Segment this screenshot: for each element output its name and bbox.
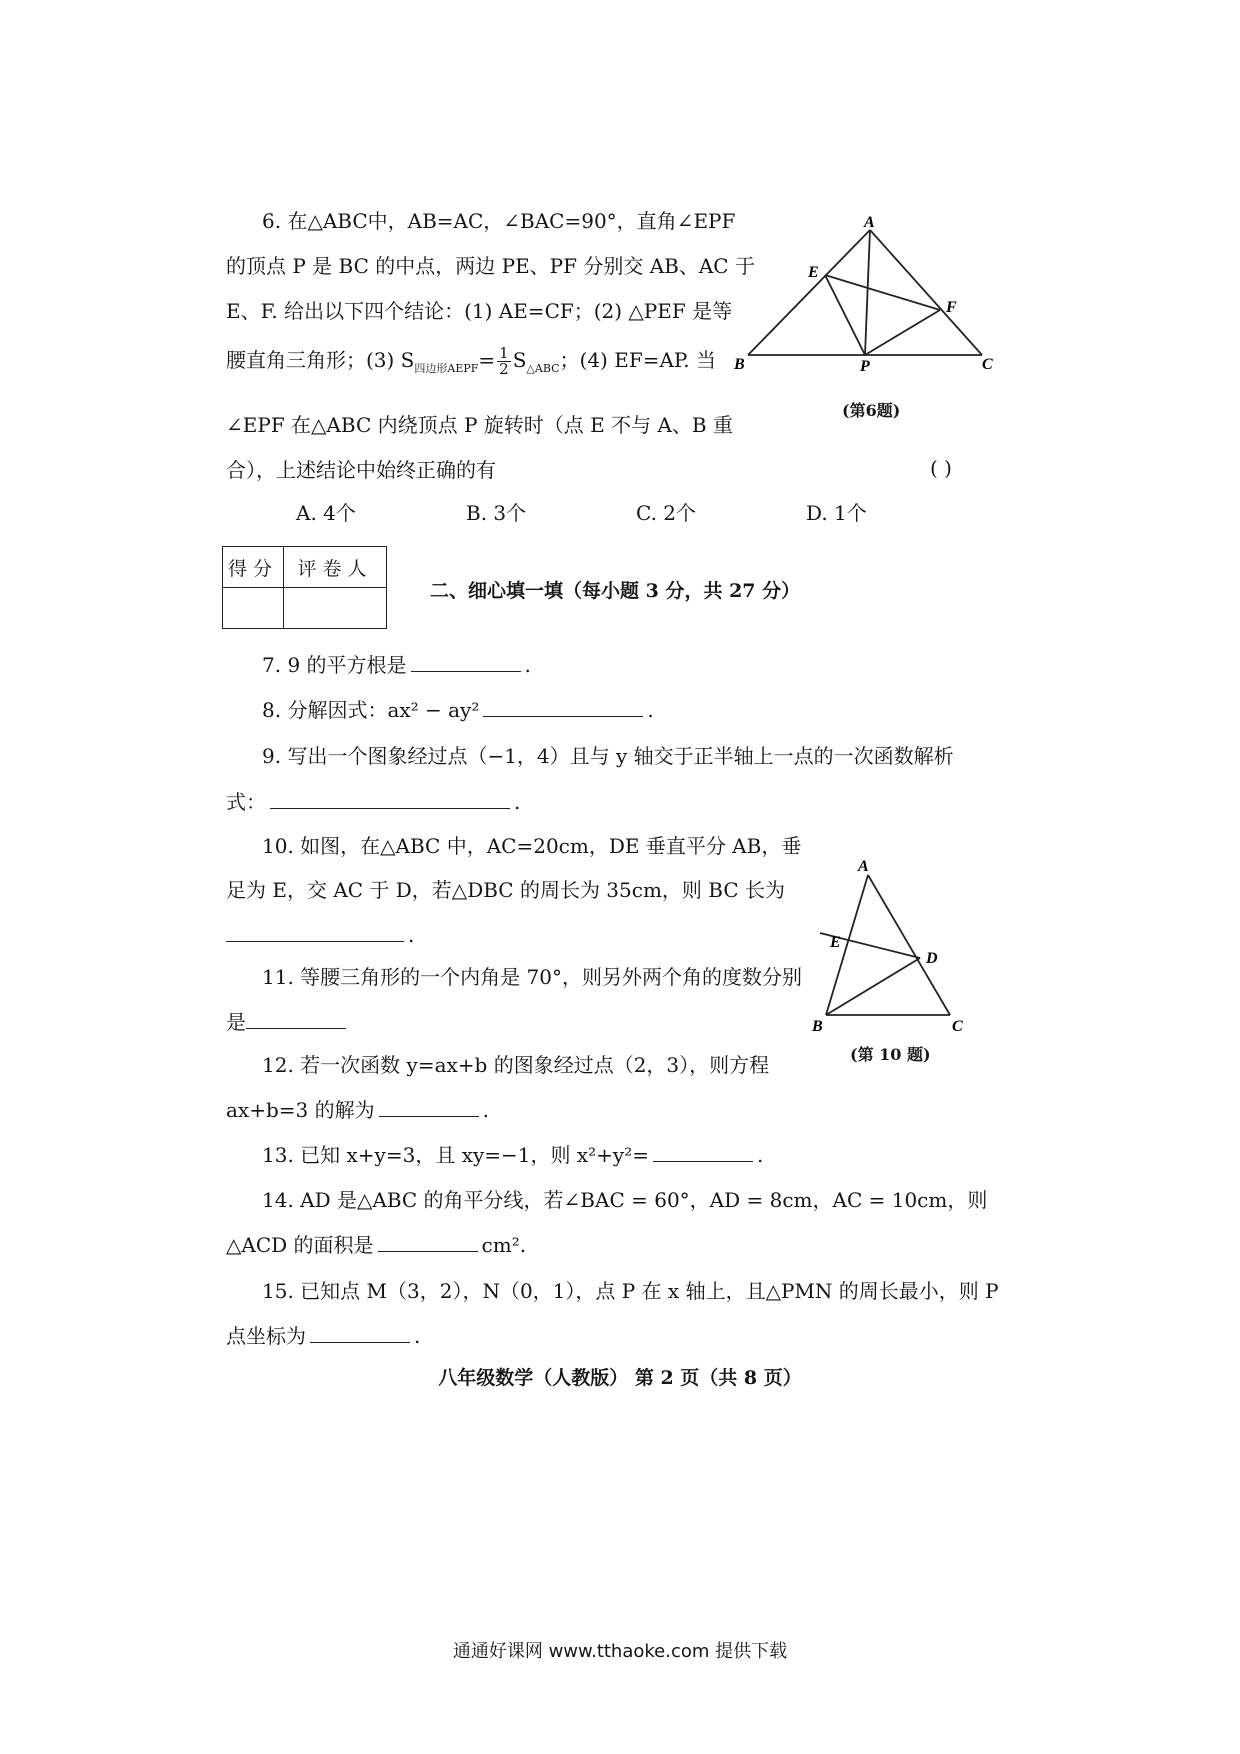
fraction-numerator: 1 — [499, 344, 509, 362]
q10-answer-blank[interactable] — [226, 939, 404, 942]
fig10-label-c: C — [952, 1018, 963, 1035]
fig10-side-ac — [868, 875, 950, 1015]
q12-line2 — [226, 1096, 489, 1124]
q6-line4 — [226, 346, 716, 383]
q8-text: 8. 分解因式：ax² − ay² — [262, 698, 480, 722]
fig10-label-b: B — [812, 1018, 823, 1035]
q9-answer-blank[interactable] — [270, 806, 510, 809]
q8 — [262, 696, 654, 724]
q10-figure-caption: (第 10 题) — [850, 1045, 931, 1064]
fig10-label-d: D — [926, 950, 938, 967]
q14-line2 — [226, 1231, 526, 1259]
fraction-denominator: 2 — [499, 360, 509, 378]
fig6-label-a: A — [864, 215, 875, 231]
fig6-segment-ap — [865, 230, 870, 355]
q9-end: . — [514, 790, 521, 814]
q6-option-c: C. 2个 — [636, 501, 697, 525]
q6-l4d: ；(4) EF=AP. 当 — [559, 348, 717, 372]
q6-l4sub: 四边形AEPF — [414, 362, 479, 375]
fig6-segment-pe — [825, 275, 865, 355]
q10-line1: 10. 如图，在△ABC 中，AC=20cm，DE 垂直平分 AB，垂 — [262, 834, 802, 858]
fig6-label-c: C — [982, 356, 993, 373]
q15-line1: 15. 已知点 M（3，2），N（0，1），点 P 在 x 轴上，且△PMN 的周长最小，则 P — [262, 1279, 999, 1303]
q13-end: . — [757, 1143, 764, 1167]
q7 — [262, 651, 531, 679]
q8-end: . — [647, 698, 654, 722]
q14-line1: 14. AD 是△ABC 的角平分线，若∠BAC = 60°，AD = 8cm，AC = 10cm，则 — [262, 1188, 988, 1212]
q7-answer-blank[interactable] — [411, 669, 521, 672]
grader-cell[interactable] — [284, 588, 387, 629]
q6-l4b: = — [478, 348, 496, 372]
fig10-label-e: E — [830, 934, 841, 951]
fig6-side-ac — [870, 230, 982, 355]
fig6-label-f: F — [946, 299, 957, 316]
q11-l2: 是 — [226, 1010, 246, 1034]
q12-answer-blank[interactable] — [379, 1114, 479, 1117]
q6-figure — [730, 215, 1000, 390]
q15-l2a: 点坐标为 — [226, 1324, 306, 1348]
score-header: 得分 — [223, 547, 284, 588]
q13-text: 13. 已知 x+y=3，且 xy=−1，则 x²+y²= — [262, 1143, 650, 1167]
q12-line1: 12. 若一次函数 y=ax+b 的图象经过点（2，3），则方程 — [262, 1053, 770, 1077]
q6-answer-paren: ( ) — [930, 456, 952, 480]
q7-end: . — [524, 653, 531, 677]
q7-text: 7. 9 的平方根是 — [262, 653, 407, 677]
q14-answer-blank[interactable] — [378, 1249, 478, 1252]
fig6-side-ab — [748, 230, 870, 355]
q6-option-b: B. 3个 — [466, 501, 527, 525]
grader-header: 评卷人 — [284, 547, 387, 588]
q11-answer-blank[interactable] — [246, 1026, 346, 1029]
q15-answer-blank[interactable] — [310, 1340, 410, 1343]
q8-answer-blank[interactable] — [483, 714, 643, 717]
q10-figure — [808, 855, 988, 1040]
q6-line1: 6. 在△ABC中，AB=AC，∠BAC=90°，直角∠EPF — [262, 209, 736, 233]
fig6-label-p: P — [860, 358, 870, 375]
q6-figure-caption: (第6题) — [842, 401, 901, 420]
score-cell[interactable] — [223, 588, 284, 629]
q13 — [262, 1141, 763, 1169]
q15-line2 — [226, 1322, 420, 1350]
fig6-label-e: E — [808, 264, 819, 281]
score-table — [222, 546, 387, 629]
q14-l2a: △ACD 的面积是 — [226, 1233, 374, 1257]
q6-line2: 的顶点 P 是 BC 的中点，两边 PE、PF 分别交 AB、AC 于 — [226, 254, 755, 278]
fraction-half — [497, 346, 511, 377]
fig10-label-a: A — [858, 858, 869, 875]
q10-line3 — [226, 921, 414, 949]
q6-line5: ∠EPF 在△ABC 内绕顶点 P 旋转时（点 E 不与 A、B 重 — [226, 413, 733, 437]
q10-end: . — [408, 923, 415, 947]
q6-option-a: A. 4个 — [296, 501, 356, 525]
page-footer: 八年级数学（人教版） 第 2 页（共 8 页） — [438, 1367, 802, 1389]
q9-l2a: 式： — [226, 790, 266, 814]
fig6-segment-pf — [865, 310, 940, 355]
q11-line2 — [226, 1008, 350, 1036]
q6-line3: E、F. 给出以下四个结论：(1) AE=CF；(2) △PEF 是等 — [226, 299, 733, 323]
fig6-label-b: B — [734, 356, 745, 373]
download-credit: 通通好课网 www.tthaoke.com 提供下载 — [452, 1641, 788, 1662]
q6-l4a: 腰直角三角形；(3) S — [226, 348, 415, 372]
q6-l4c: S — [512, 348, 527, 372]
q6-line6: 合），上述结论中始终正确的有 — [226, 458, 496, 482]
q10-line2: 足为 E，交 AC 于 D，若△DBC 的周长为 35cm，则 BC 长为 — [226, 878, 786, 902]
fig6-segment-ef — [825, 275, 940, 310]
q9-line2 — [226, 788, 520, 816]
q12-l2a: ax+b=3 的解为 — [226, 1098, 375, 1122]
q6-option-d: D. 1个 — [806, 501, 867, 525]
section-2-title: 二、细心填一填（每小题 3 分，共 27 分） — [430, 580, 801, 602]
q15-end: . — [414, 1324, 421, 1348]
q12-end: . — [482, 1098, 489, 1122]
q13-answer-blank[interactable] — [653, 1159, 753, 1162]
q9-line1: 9. 写出一个图象经过点（−1，4）且与 y 轴交于正半轴上一点的一次函数解析 — [262, 744, 954, 768]
q14-unit: cm². — [481, 1233, 527, 1257]
q6-l4sub2: △ABC — [526, 362, 560, 375]
q11-line1: 11. 等腰三角形的一个内角是 70°，则另外两个角的度数分别 — [262, 965, 802, 989]
